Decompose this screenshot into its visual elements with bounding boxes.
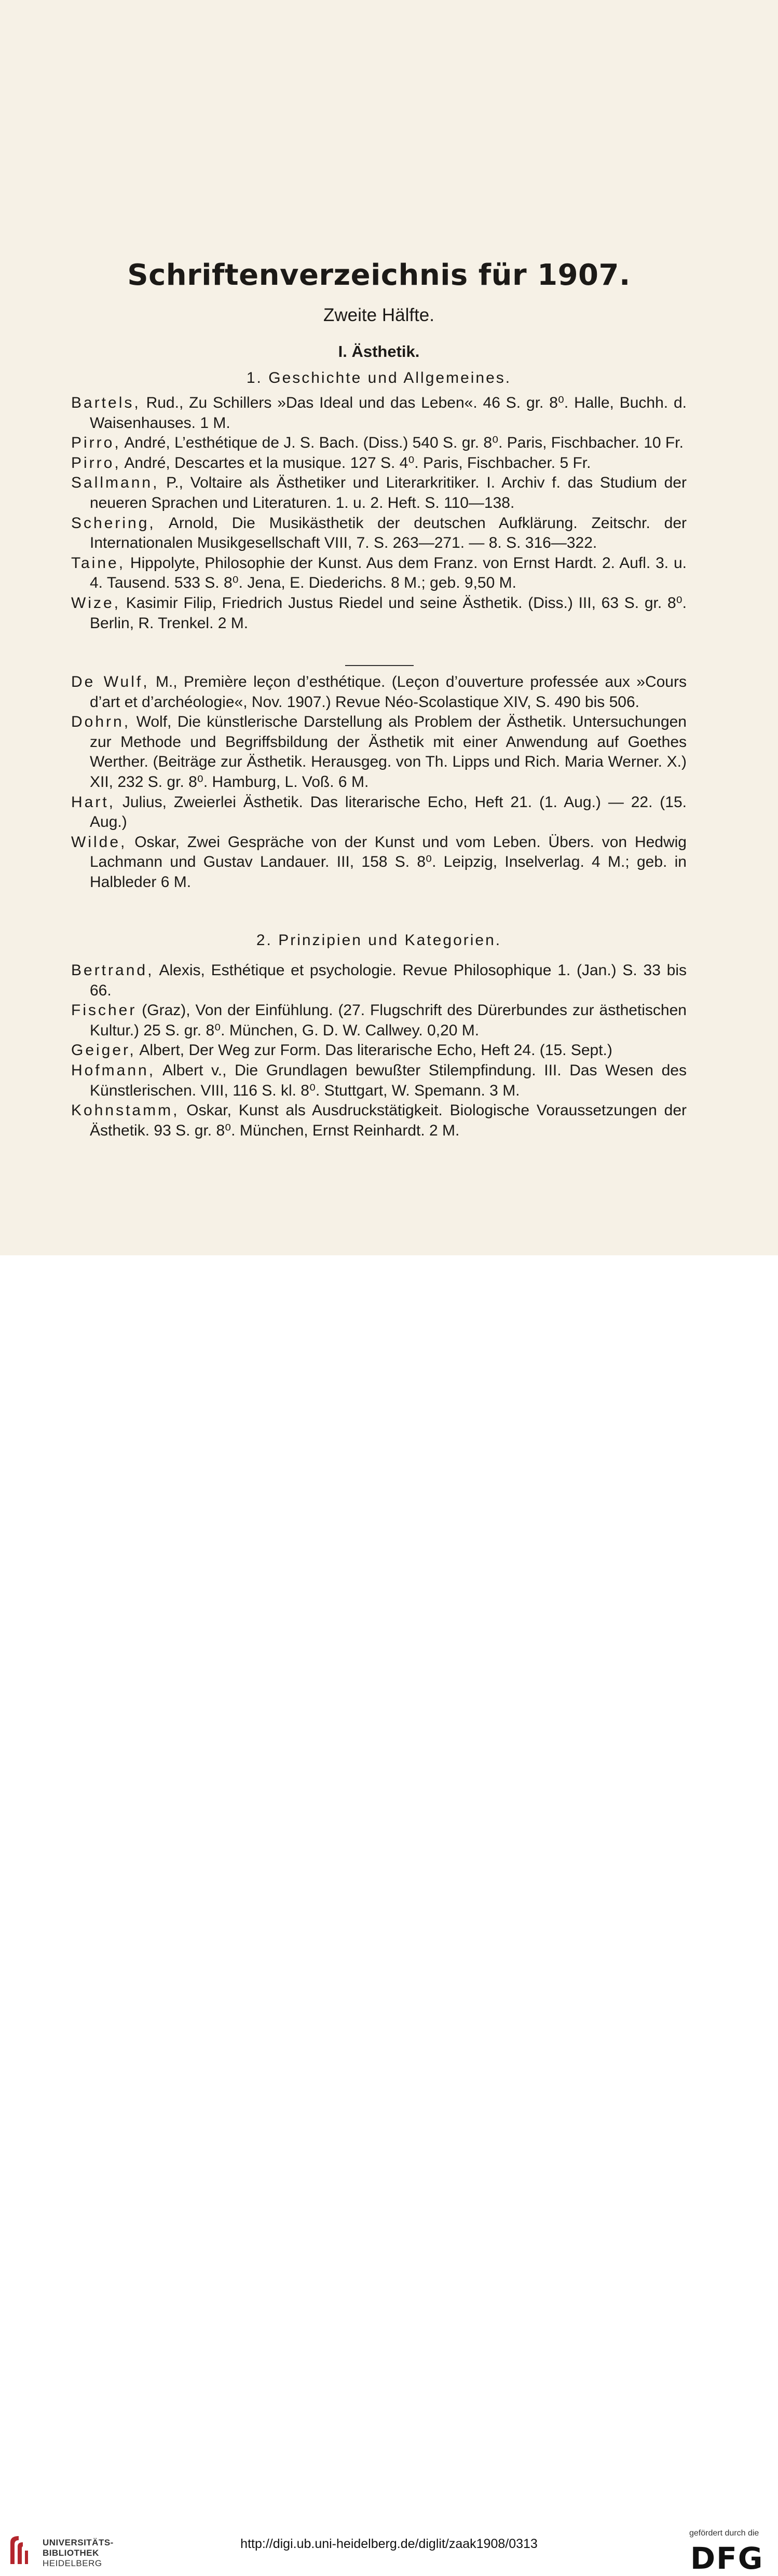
entry-list-1b <box>71 672 687 893</box>
entry-author: Sallmann, <box>71 474 159 492</box>
entry-author: Geiger, <box>71 1042 136 1059</box>
entry-text: Alexis, Esthétique et psychologie. Revue Philosophique 1. (Jan.) S. 33 bis 66. <box>90 962 687 999</box>
bibliography-entry <box>71 1041 687 1061</box>
section-divider <box>345 665 414 666</box>
entry-text: Albert v., Die Grundlagen bewußter Stilempfindung. III. Das Wesen des Künstlerischen. VIII, 116 S. kl. 8⁰. Stuttgart, W. Spemann. 3 M. <box>90 1061 687 1099</box>
bibliography-entry <box>71 553 687 593</box>
entry-text: P., Voltaire als Ästhetiker und Literarkritiker. I. Archiv f. das Studium der neueren Sprachen und Literaturen. 1. u. 2. Heft. S. 110—138. <box>90 474 687 511</box>
entry-text: André, L’esthétique de J. S. Bach. (Diss.) 540 S. gr. 8⁰. Paris, Fischbacher. 10 Fr. <box>120 434 684 452</box>
scanned-page <box>0 0 778 1255</box>
entry-author: Hart, <box>71 793 116 811</box>
entry-text: (Graz), Von der Einfühlung. (27. Flugschrift des Dürerbundes zur ästhetischen Kultur.) 25 S. gr. 8⁰. München, G. D. W. Callwey. 0,20 M. <box>90 1002 687 1039</box>
entry-author: Bertrand, <box>71 962 154 979</box>
entry-author: Kohnstamm, <box>71 1102 180 1119</box>
section-heading: I. Ästhetik. <box>338 342 420 361</box>
footer <box>0 1255 778 2576</box>
entry-text: Rud., Zu Schillers »Das Ideal und das Leben«. 46 S. gr. 8⁰. Halle, Buchh. d. Waisenhauses. 1 M. <box>90 394 687 432</box>
bibliography-entry <box>71 593 687 633</box>
entry-text: Oskar, Kunst als Ausdruckstätigkeit. Biologische Voraussetzungen der Ästhetik. 93 S. gr. 8⁰. München, Ernst Reinhardt. 2 M. <box>90 1102 687 1139</box>
bibliography-entry <box>71 793 687 833</box>
bibliography-entry <box>71 1001 687 1041</box>
entry-author: Hofmann, <box>71 1061 156 1079</box>
bibliography-entry <box>71 514 687 553</box>
bibliography-entry <box>71 712 687 792</box>
subsection-heading-1: 1. Geschichte und Allgemeines. <box>246 369 512 386</box>
source-url-link[interactable]: http://digi.ub.uni-heidelberg.de/diglit/zaak1908/0313 <box>240 2537 538 2551</box>
subsection-heading-2: 2. Prinzipien und Kategorien. <box>256 932 502 949</box>
entry-text: Oskar, Zwei Gespräche von der Kunst und vom Leben. Übers. von Hedwig Lachmann und Gustav Landauer. III, 158 S. 8⁰. Leipzig, Inselverlag. 4 M.; geb. in Halbleder 6 M. <box>90 833 687 891</box>
entry-text: Arnold, Die Musikästhetik der deutschen Aufklärung. Zeitschr. der Internationalen Musikgesellschaft VIII, 7. S. 263—271. — 8. S. 316—322. <box>90 514 687 552</box>
bibliography-entry <box>71 833 687 893</box>
entry-author: Taine, <box>71 554 126 572</box>
entry-author: Wilde, <box>71 833 127 851</box>
library-line: HEIDELBERG <box>43 2558 102 2568</box>
entry-author: Dohrn, <box>71 713 131 731</box>
entry-author: Wize, <box>71 594 120 612</box>
bibliography-entry <box>71 473 687 513</box>
library-line: BIBLIOTHEK <box>43 2548 99 2558</box>
bibliography-entry <box>71 1101 687 1141</box>
entry-list-2 <box>71 961 687 1141</box>
entry-text: Wolf, Die künstlerische Darstellung als Problem der Ästhetik. Untersuchungen zur Methode und Begriffsbildung der Ästhetik mit einer Anwendung auf Goethes Werther. (Beiträge zur Ästhetik. Herausgeg. von Th. Lipps und Rich. Maria Werner. X.) XII, 232 S. gr. 8⁰. Hamburg, L. Voß. 6 M. <box>90 713 687 791</box>
bibliography-entry <box>71 393 687 433</box>
entry-text: André, Descartes et la musique. 127 S. 4⁰. Paris, Fischbacher. 5 Fr. <box>120 454 591 472</box>
library-line: UNIVERSITÄTS- <box>43 2538 114 2547</box>
entry-text: Hippolyte, Philosophie der Kunst. Aus dem Franz. von Ernst Hardt. 2. Aufl. 3. u. 4. Tausend. 533 S. 8⁰. Jena, E. Diederichs. 8 M.; geb. 9,50 M. <box>90 554 687 592</box>
bibliography-entry <box>71 433 687 453</box>
bibliography-entry <box>71 961 687 1001</box>
page-title: Schriftenverzeichnis für 1907. <box>127 258 631 292</box>
entry-author: Pirro, <box>71 434 121 452</box>
bibliography-entry <box>71 1061 687 1101</box>
entry-text: Albert, Der Weg zur Form. Das literarische Echo, Heft 24. (15. Sept.) <box>135 1042 612 1059</box>
entry-text: Julius, Zweierlei Ästhetik. Das literarische Echo, Heft 21. (1. Aug.) — 22. (15. Aug.) <box>90 793 687 831</box>
entry-author: Fischer <box>71 1002 137 1019</box>
dfg-logo: DFG <box>690 2541 764 2576</box>
entry-author: Schering, <box>71 514 156 532</box>
entry-text: Kasimir Filip, Friedrich Justus Riedel und seine Ästhetik. (Diss.) III, 63 S. gr. 8⁰. Berlin, R. Trenkel. 2 M. <box>90 594 687 632</box>
entry-author: Pirro, <box>71 454 121 472</box>
funded-by-text: gefördert durch die <box>689 2529 759 2538</box>
entry-author: De Wulf, <box>71 673 149 690</box>
entry-author: Bartels, <box>71 394 141 411</box>
page-subtitle: Zweite Hälfte. <box>323 305 434 325</box>
bibliography-entry <box>71 453 687 474</box>
entry-list-1 <box>71 393 687 633</box>
bibliography-entry <box>71 672 687 712</box>
entry-text: M., Première leçon d’esthétique. (Leçon d’ouverture professée aux »Cours d’art et d’archéologie«, Nov. 1907.) Revue Néo-Scolastique XIV, S. 490 bis 506. <box>90 673 687 711</box>
